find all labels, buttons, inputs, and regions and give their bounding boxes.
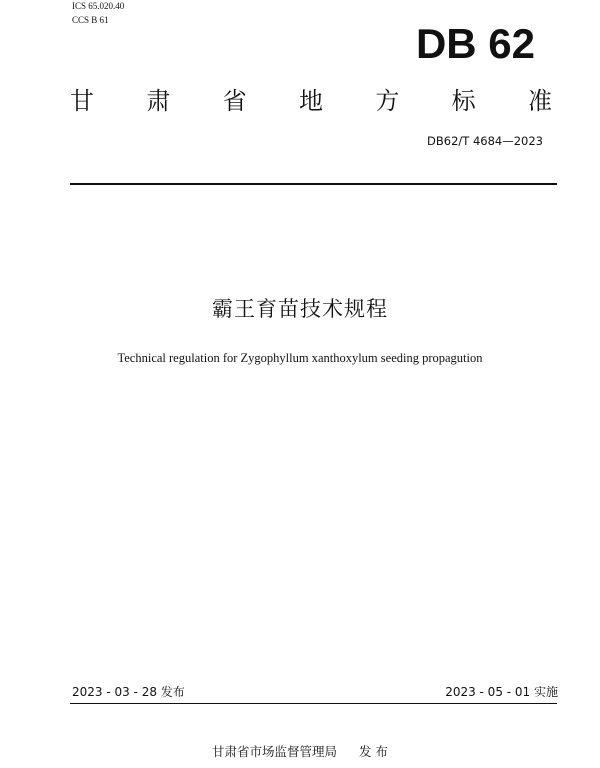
footer-divider bbox=[70, 703, 557, 704]
publish-label: 发 布 bbox=[359, 744, 388, 759]
ccs-code: CCS B 61 bbox=[72, 15, 109, 25]
standard-category-title bbox=[70, 86, 552, 116]
standard-code-logo: DB 62 bbox=[415, 20, 535, 67]
category-char-1: 甘 bbox=[70, 87, 94, 115]
category-char-3: 省 bbox=[222, 87, 247, 115]
category-char-7: 准 bbox=[527, 87, 552, 115]
header-divider bbox=[70, 183, 557, 185]
category-char-6: 标 bbox=[451, 87, 476, 115]
category-char-4: 地 bbox=[298, 87, 323, 115]
publisher-line bbox=[0, 744, 600, 760]
document-title-chinese: 霸王育苗技术规程 bbox=[212, 297, 388, 321]
issue-date: 2023 - 03 - 28 发布 bbox=[72, 685, 185, 699]
ics-code: ICS 65.020.40 bbox=[72, 1, 125, 11]
implementation-date: 2023 - 05 - 01 实施 bbox=[445, 685, 558, 699]
standard-number: DB62/T 4684—2023 bbox=[427, 134, 543, 148]
category-char-5: 方 bbox=[375, 87, 400, 115]
publisher-name: 甘肃省市场监督管理局 bbox=[212, 744, 338, 759]
document-title-english: Technical regulation for Zygophyllum xanthoxylum seeding propagution bbox=[117, 351, 483, 365]
category-char-2: 肃 bbox=[146, 87, 171, 115]
